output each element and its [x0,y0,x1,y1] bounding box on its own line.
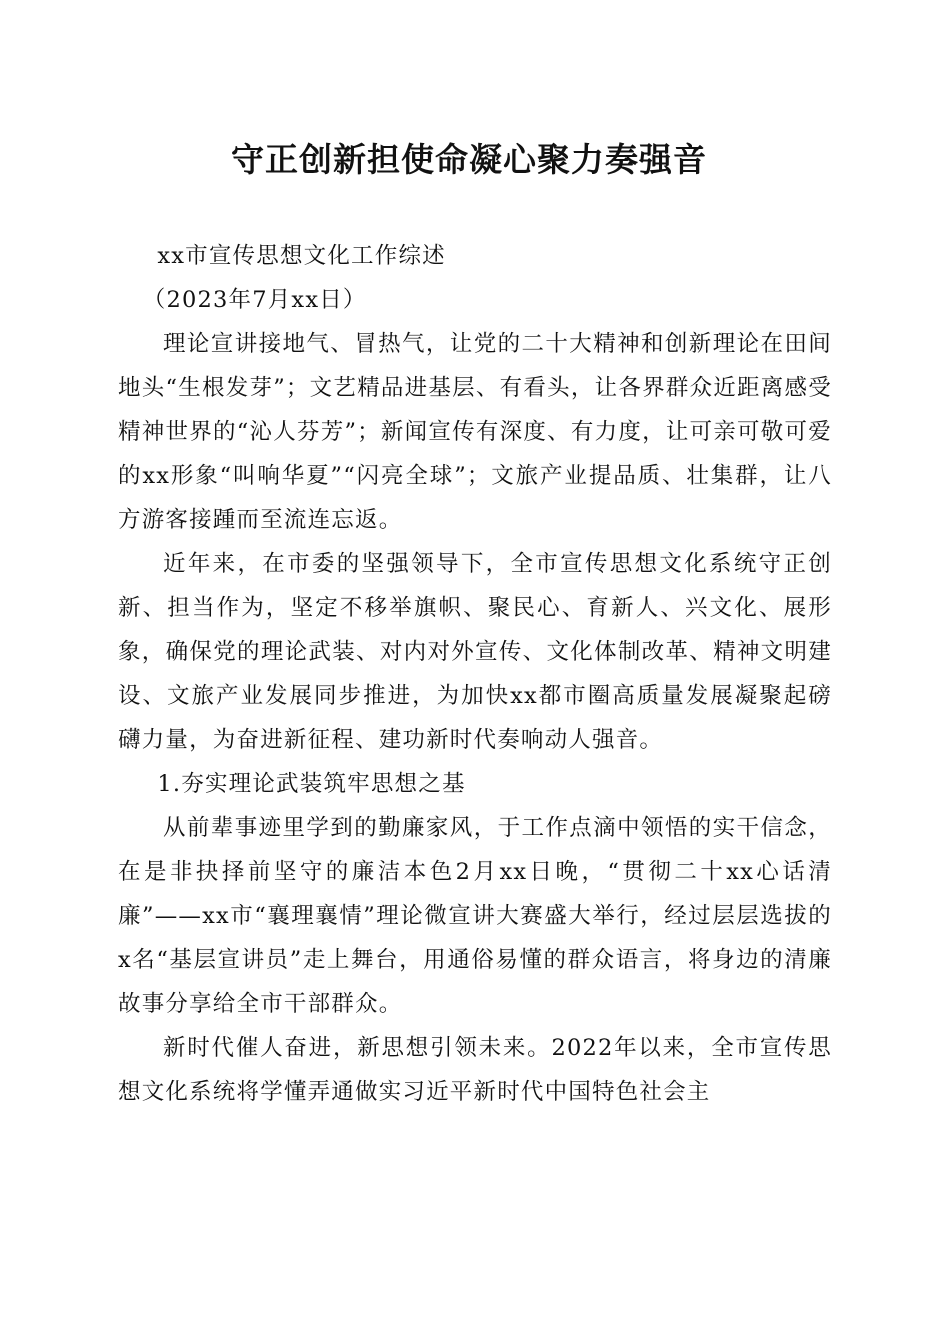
intro-paragraph-1: 理论宣讲接地气、冒热气，让党的二十大精神和创新理论在田间地头“生根发芽”；文艺精品进基层、有看头，让各界群众近距离感受精神世界的“沁人芬芳”；新闻宣传有深度、有力度，让可亲可敬可爱的xx形象“叫响华夏”“闪亮全球”；文旅产业提品质、壮集群，让八方游客接踵而至流连忘返。 [118,331,832,533]
document-title: 守正创新担使命凝心聚力奏强音 [231,140,707,179]
section-paragraph-1: 从前辈事迹里学到的勤廉家风，于工作点滴中领悟的实干信念，在是非抉择前坚守的廉洁本色2月xx日晚，“贯彻二十xx心话清廉”——xx市“襄理襄情”理论微宣讲大赛盛大举行，经过层层选拔的x名“基层宣讲员”走上舞台，用通俗易懂的群众语言，将身边的清廉故事分享给全市干部群众。 [118,815,832,1017]
section-heading: 1.夯实理论武装筑牢思想之基 [157,771,466,797]
intro-paragraph-2: 近年来，在市委的坚强领导下，全市宣传思想文化系统守正创新、担当作为，坚定不移举旗帜、聚民心、育新人、兴文化、展形象，确保党的理论武装、对内对外宣传、文化体制改革、精神文明建设、文旅产业发展同步推进，为加快xx都市圈高质量发展凝聚起磅礴力量，为奋进新征程、建功新时代奏响动人强音。 [118,551,832,753]
document-date: （2023年7月xx日） [142,287,367,313]
document-page [118,130,832,1114]
section-paragraph-2: 新时代催人奋进，新思想引领未来。2022年以来，全市宣传思想文化系统将学懂弄通做实习近平新时代中国特色社会主 [118,1035,832,1105]
document-subtitle: xx市宣传思想文化工作综述 [157,243,446,269]
